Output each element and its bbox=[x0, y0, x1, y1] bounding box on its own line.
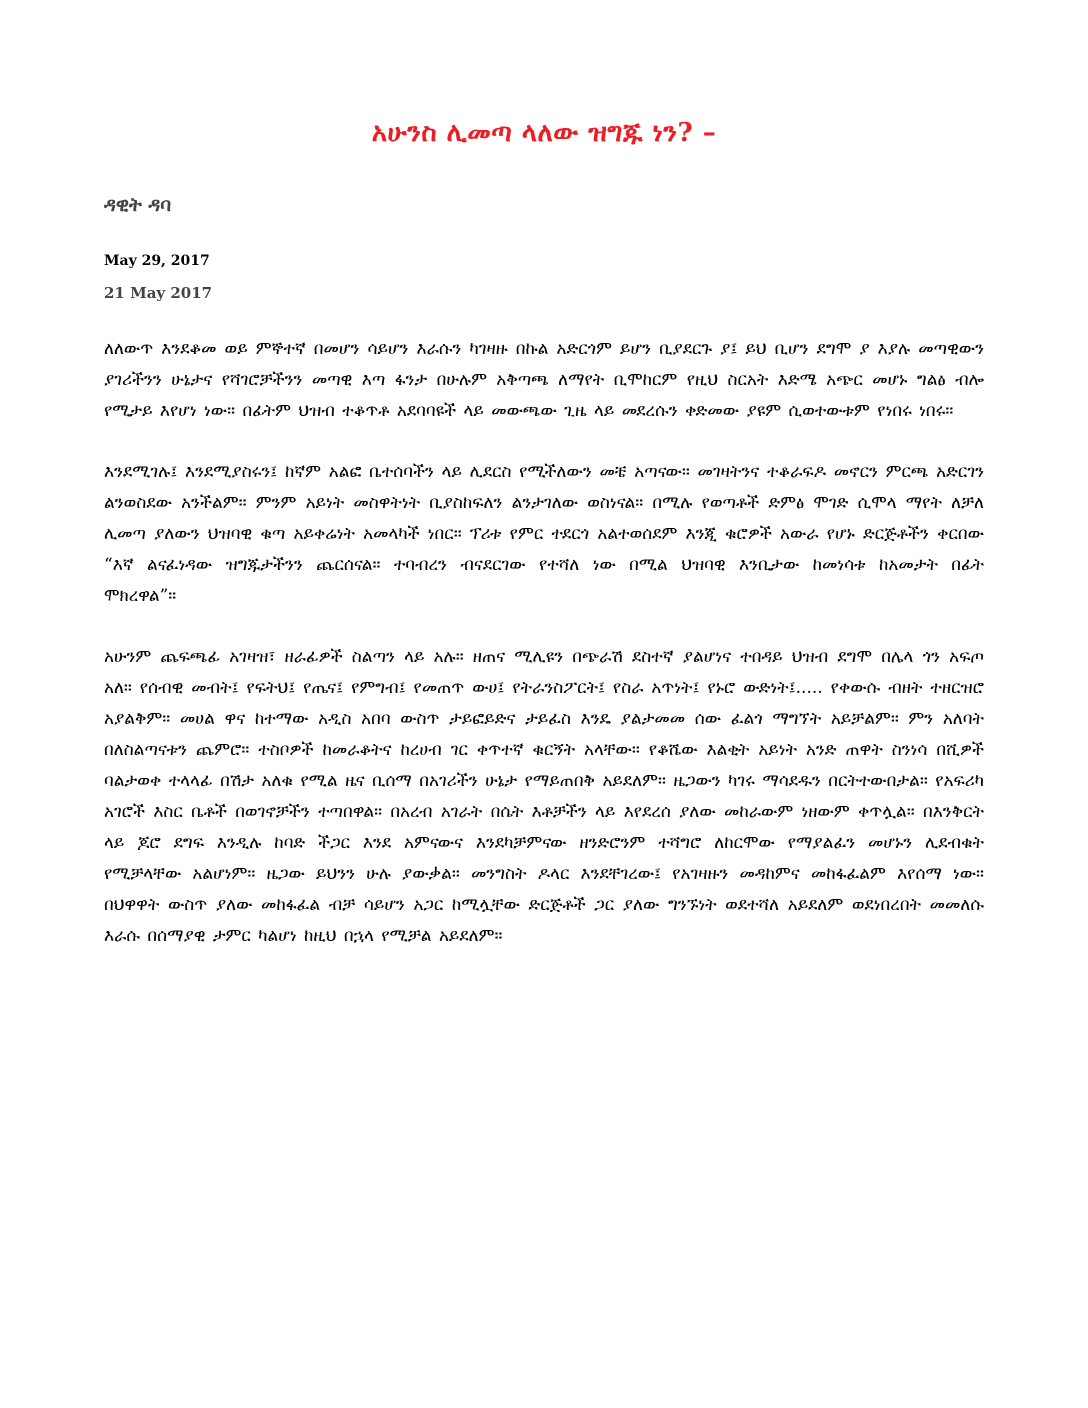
body-paragraph: እንደሚገሉ፤ እንደሚያስሩን፤ ከኛም አልፎ ቤተሰባችን ላይ ሊደርስ የሚችለውን መቼ አጣናው። መገዛትንና ተቆራፍዶ መኖርን ምርጫ አድርገን ልንወስደው አንችልም። ምንም አይነት መስዋትነት ቢያስከፍለን ልንታገለው ወስነናል። በሚሉ የወጣቶች ድምፅ ሞገድ ሲሞላ ማየት ለቻለ ሊመጣ ያለውን ህዝባዊ ቁጣ አይቀሬነት አመላካች ነበር። ፕሪቱ የምር ተደርጎ አልተወሰደም እንጂ ቁሮዎች አውራ የሆኑ ድርጅቶችን ቀርበው “እኛ ልናፈነዳው ዝግጁታችንን ጨርሰናል። ተባብረን ብናደርገው የተሻለ ነው በሚል ህዝባዊ እንቢታው ከመነሳቱ ከአመታት በፊት ሞክረዋል”። bbox=[104, 462, 984, 606]
article-title: አሁንስ ሊመጣ ላለው ዝግጁ ነን? – bbox=[371, 118, 717, 148]
publish-date: May 29, 2017 bbox=[104, 253, 210, 269]
publish-date-secondary: 21 May 2017 bbox=[104, 284, 213, 302]
article-body bbox=[104, 334, 984, 982]
body-paragraph: አሁንም ጨፍጫፊ አገዛዝ፣ ዘራፊዎች ስልጣን ላይ አሉ። ዘጠና ሚሊዩን በጭራሽ ደስተኛ ያልሆነና ተበዳይ ህዝብ ደግሞ በሌላ ጎን አፍጦ አለ። የሰብዊ መብት፤ የፍትህ፤ የጤና፤ የምግብ፤ የመጠጥ ውሀ፤ የትራንስፖርት፤ የስራ አጥነት፤ የኑሮ ውድነት፤..... የቀውሱ ብዘት ተዘርዝሮ አያልቅም። መሀል ዋና ከተማው አዲስ አበባ ውስጥ ታይፎይድና ታይፈስ እንዴ ያልታመመ ሰው ፈልጎ ማግኘት አይቻልም። ምን አለባት በለስልጣናቱን ጨምሮ። ተስቦዎች ከመራቆትና ከረሀብ ገር ቀጥተኛ ቁርኝት አላቸው። የቆሼው እልቂት አይነት አንድ ጠዋት ስንነሳ በሺዎች ባልታወቀ ተላላፊ በሽታ አለቁ የሚል ዜና ቢሰማ በአገሪችን ሁኔታ የማይጠበቅ አይደለም። ዜጋውን ካገሩ ማሳደዱን በርትተውበታል። የአፍሪካ አገሮች እስር ቤቶች በወገኖቻችን ተጣበዋል። በአረብ አገራት በሴት እቶቻችን ላይ እየደረሰ ያለው መከራውም ነዘውም ቀጥሏል። በእንቅርት ላይ ጆሮ ደግፍ እንዲሉ ከባድ ችጋር እንደ አምናውና እንደካቻምናው ዘንድሮንም ተሻግሮ ለከርሞው የማያልፈን መሆኑን ሊደብቁት የሚቻላቸው አልሆነም። ዜጋው ይህንን ሁሉ ያውቃል። መንግስት ዶላር እንደቸገረው፤ የአገዛዙን መዳከምና መከፋፈልም እየሰማ ነው። በህዋዋት ውስጥ ያለው መከፋፈል ብቻ ሳይሆን አጋር ከሚሏቸው ድርጅቶች ጋር ያለው ግንኙነት ወደተሻለ አይደለም ወደነበረበት መመለሱ እራሱ በሰማያዊ ታምር ካልሆነ ከዚህ በኋላ የሚቻል አይደለም። bbox=[104, 647, 984, 946]
body-paragraph: ለለውጥ እንደቆመ ወይ ምኞተኛ በመሆን ሳይሆን እራሱን ካገዛዙ በኩል አድርጎም ይሆን ቢያደርጉ ያ፤ ይህ ቢሆን ደግሞ ያ እያሉ መጣዊውን ያገሪችንን ሁኔታና የሻገሮቻችንን መጣዊ እጣ ፋንታ በሁሉም አቅጣጫ ለማየት ቢሞከርም የዚህ ስርአት እድሜ አጭር መሆኑ ግልፅ ብሎ የሚታይ እየሆነ ነው። በፊትም ህዝብ ተቆጥቶ አደባባዩች ላይ መውጫው ጊዜ ላይ መደረሱን ቀድመው ያዩም ሲወተውቱም የነበሩ ነበሩ። bbox=[104, 339, 984, 421]
article-author: ዳዊት ዳባ bbox=[104, 194, 172, 216]
